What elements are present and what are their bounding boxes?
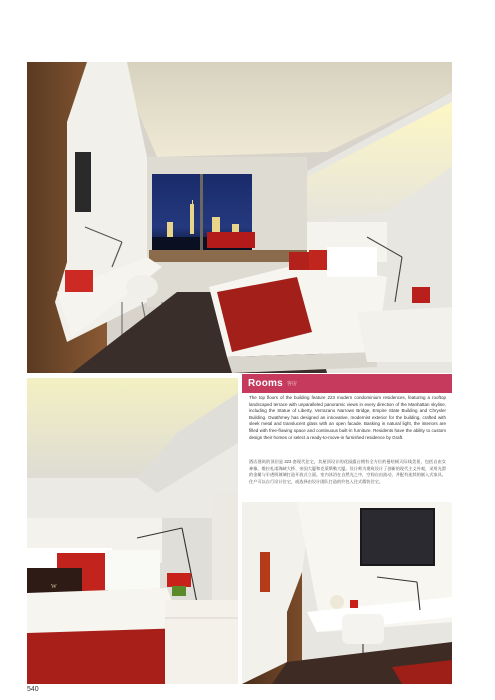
section-header [242, 374, 452, 393]
body-text-english: The top floors of the building feature 223 modern condominium residences, featuring a rooftop landscaped terrace with unparalleled panoramic views in every direction of the Manhattan skyline, including the Statue of Liberty, Verrazano Narrows Bridge, Empire State Building and Chrysler Building. Gwathmey has designed an innovative, modernist exterior for the building, crafted with sleek metal and translucent glass with an open facade. Basking in natural light, the interiors are filled with free-flowing space and continuous built-in furniture. Residents have the ability to custom design their homes or select a ready-to-move-in furnished residence by Graft. [249, 395, 446, 440]
section-title: Rooms [248, 378, 283, 389]
body-text-chinese: 酒店建筑的顶层是 223 套现代住宅，其屋顶设计的花园露台拥有全方位的曼哈顿天际线美景，包括自由女神像、维拉札诺海峡大桥、帝国大厦和克莱斯勒大厦。设计师为建筑设计了创新的现代主义外观，采用光滑的金属与半透明玻璃打造开放式立面。室内沐浴在自然光之中，空间自由流动，并配有连续的嵌入式家具。住户可以自行设计住宅，或选择由设计团队打造的拎包入住式精装住宅。 [249, 459, 446, 484]
bed-detail-photo [27, 378, 238, 684]
page-number: 540 [27, 686, 39, 693]
svg-text:W: W [51, 584, 57, 590]
desk-and-tv-photo [242, 502, 452, 684]
section-title-cn: 客房 [286, 381, 297, 387]
hotel-room-overview-photo [27, 62, 452, 373]
